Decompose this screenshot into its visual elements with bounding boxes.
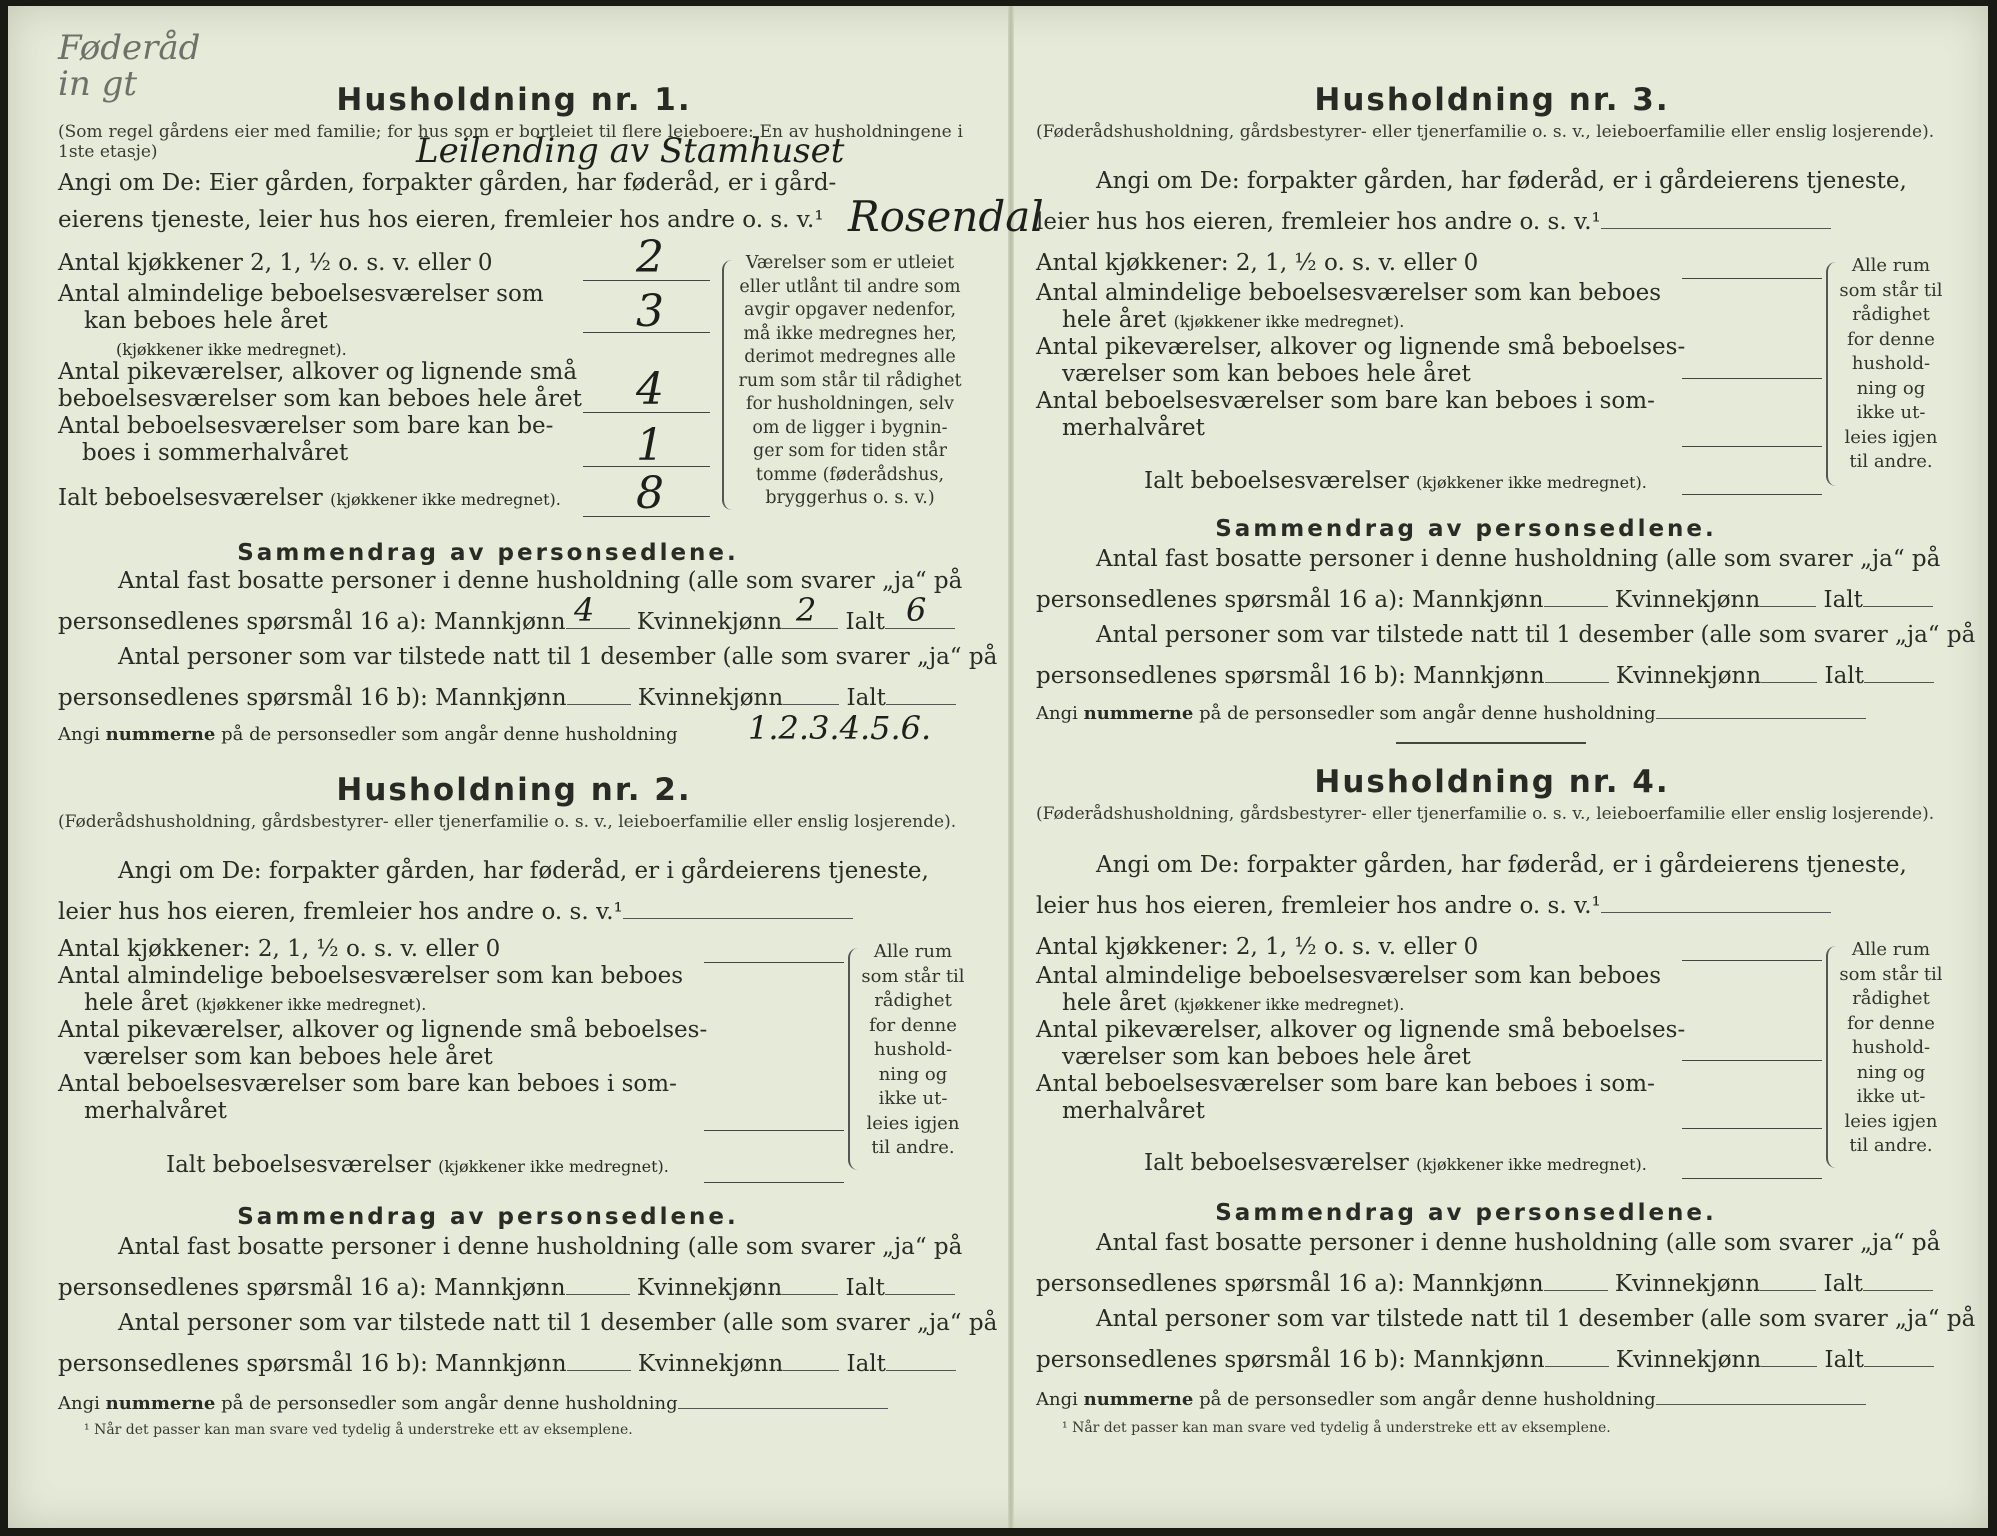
side-note-line: Alle rum [1851, 255, 1931, 276]
side-note-line: som står til [1839, 963, 1943, 985]
hh3-summer-label: Antal beboelsesværelser som bare kan beboes i som- [1036, 388, 1655, 414]
side-note-line: ning og [878, 1063, 948, 1085]
side-note-line: hushold- [1851, 353, 1931, 374]
side-note-line: rådighet [874, 990, 952, 1011]
corner-note-line: in gt [58, 64, 138, 104]
hh1-maid-label-2: beboelsesværelser som kan beboes hele året [58, 386, 582, 412]
side-note-line: derimot medregnes alle [744, 347, 956, 367]
hh2-sum-b2: personsedlenes spørsmål 16 b): Mannkjønn Kvinnekjønn Ialt [58, 1348, 970, 1377]
side-note-line: bryggerhus o. s. v.) [765, 488, 935, 508]
hh3-maid-label-2: værelser som kan beboes hele året [1062, 361, 1471, 387]
hh2-summer-line [704, 1130, 844, 1131]
hh3-sum-a2: personsedlenes spørsmål 16 a): Mannkjønn Kvinnekjønn Ialt [1036, 584, 1948, 613]
side-note-line: for denne [1847, 1012, 1935, 1034]
hh1-sum-b1: Antal personer som var tilstede natt til 1 desember (alle som svarer „ja“ på [118, 644, 998, 670]
hh1-kitchens-answer[interactable]: 2 [636, 232, 664, 283]
hh3-summer-label-2: merhalvåret [1062, 415, 1205, 441]
hh4-sum-title: Sammendrag av personsedlene. [1215, 1200, 1717, 1226]
side-note-line: ikke ut- [1856, 402, 1926, 423]
hh1-sum-a-mann[interactable]: 4 [574, 591, 595, 629]
hh1-rooms-label-2: kan beboes hele året [84, 308, 328, 334]
hh4-kitchens-line [1682, 960, 1822, 961]
hh2-rooms-label: Antal almindelige beboelsesværelser som kan beboes [58, 963, 684, 989]
hh1-summer-label-2: boes i sommerhalvåret [82, 440, 349, 466]
hh4-maid-line [1682, 1060, 1822, 1061]
side-note-line: som står til [1839, 279, 1943, 301]
hh1-summer-label: Antal beboelsesværelser som bare kan be- [58, 413, 554, 439]
hh3-side-note [1836, 254, 1946, 475]
hh1-total-answer[interactable]: 8 [636, 468, 664, 519]
hh3-nummer: Angi nummerne på de personsedler som angår denne husholdning [1036, 702, 1866, 724]
hh1-rooms-answer[interactable]: 3 [636, 286, 664, 337]
hh3-maid-label: Antal pikeværelser, alkover og lignende små beboelses- [1036, 334, 1686, 360]
hh1-summer-answer[interactable]: 1 [636, 420, 664, 471]
hh4-total-label: Ialt beboelsesværelser (kjøkkener ikke medregnet). [1144, 1150, 1647, 1176]
hh1-sum-a2: personsedlenes spørsmål 16 a): Mannkjønn Kvinnekjønn Ialt [58, 606, 970, 635]
side-note-line: må ikke medregnes her, [743, 323, 957, 344]
hh3-total-line [1682, 494, 1822, 495]
side-note-line: hushold- [873, 1039, 953, 1060]
hh3-title: Husholdning nr. 3. [1314, 82, 1670, 118]
hh1-rooms-label: Antal almindelige beboelsesværelser som [58, 281, 544, 307]
side-note-line: Alle rum [1851, 939, 1931, 960]
side-note-line: til andre. [871, 1137, 955, 1158]
hh1-maid-label: Antal pikeværelser, alkover og lignende små [58, 359, 578, 385]
hh2-nummer: Angi nummerne på de personsedler som angår denne husholdning [58, 1392, 888, 1414]
side-note-line: leies igjen [1844, 426, 1938, 448]
hh1-total-label: Ialt beboelsesværelser (kjøkkener ikke medregnet). [58, 485, 561, 511]
side-note-line: til andre. [1849, 451, 1933, 472]
side-note-line: ger som for tiden står [753, 441, 947, 461]
hh1-leier: eierens tjeneste, leier hus hos eieren, fremleier hos andre o. s. v.¹ [58, 207, 824, 233]
side-note-line: rum som står til rådighet [738, 370, 962, 391]
hh1-sum-a1: Antal fast bosatte personer i denne husholdning (alle som svarer „ja“ på [118, 568, 963, 594]
hh4-title: Husholdning nr. 4. [1314, 764, 1670, 800]
side-note-line: leies igjen [866, 1112, 960, 1134]
hh1-nummer-answer[interactable]: 1.2.3.4.5.6. [748, 709, 932, 747]
hh2-title: Husholdning nr. 2. [336, 772, 692, 808]
hh3-sum-b1: Antal personer som var tilstede natt til 1 desember (alle som svarer „ja“ på [1096, 622, 1976, 648]
hh2-footnote: ¹ Når det passer kan man svare ved tydelig å understreke ett av eksemplene. [84, 1422, 633, 1438]
hh3-rooms-label: Antal almindelige beboelsesværelser som kan beboes [1036, 280, 1662, 306]
side-note-line: som står til [861, 965, 965, 987]
hh2-sum-a1: Antal fast bosatte personer i denne husholdning (alle som svarer „ja“ på [118, 1234, 963, 1260]
hh4-maid-label: Antal pikeværelser, alkover og lignende små beboelses- [1036, 1017, 1686, 1043]
hh4-summer-label: Antal beboelsesværelser som bare kan beboes i som- [1036, 1071, 1655, 1097]
hh1-maid-answer[interactable]: 4 [636, 364, 664, 415]
hh4-summer-line [1682, 1128, 1822, 1129]
hh3-sum-title: Sammendrag av personsedlene. [1215, 516, 1717, 542]
hh4-rooms-label: Antal almindelige beboelsesværelser som kan beboes [1036, 963, 1662, 989]
hh1-leier-handwriting[interactable]: Rosendal [848, 192, 1044, 241]
hh2-kitchens-label: Antal kjøkkener: 2, 1, ½ o. s. v. eller 0 [58, 936, 501, 962]
hh2-total-label: Ialt beboelsesværelser (kjøkkener ikke medregnet). [166, 1152, 669, 1178]
hh4-sum-b1: Antal personer som var tilstede natt til 1 desember (alle som svarer „ja“ på [1096, 1306, 1976, 1332]
side-note-line: hushold- [1851, 1037, 1931, 1058]
hh2-rooms-label-2: hele året (kjøkkener ikke medregnet). [84, 990, 427, 1016]
hh2-maid-label-2: værelser som kan beboes hele året [84, 1044, 493, 1070]
side-note-line: ikke ut- [878, 1088, 948, 1109]
hh3-total-label: Ialt beboelsesværelser (kjøkkener ikke medregnet). [1144, 468, 1647, 494]
side-note-line: leies igjen [1844, 1110, 1938, 1132]
hh1-sum-b2: personsedlenes spørsmål 16 b): Mannkjønn Kvinnekjønn Ialt [58, 682, 970, 711]
hh1-rooms-small: (kjøkkener ikke medregnet). [116, 340, 347, 359]
hh4-note: (Føderådshusholdning, gårdsbestyrer- eller tjenerfamilie o. s. v., leieboerfamilie eller enslig losjerende). [1036, 804, 1935, 824]
hh3-sum-b2: personsedlenes spørsmål 16 b): Mannkjønn Kvinnekjønn Ialt [1036, 660, 1948, 689]
hh2-sum-a2: personsedlenes spørsmål 16 a): Mannkjønn Kvinnekjønn Ialt [58, 1272, 970, 1301]
side-note-line: eller utlånt til andre som [739, 276, 961, 297]
hh3-rooms-label-2: hele året (kjøkkener ikke medregnet). [1062, 307, 1405, 333]
hh4-summer-label-2: merhalvåret [1062, 1098, 1205, 1124]
section-separator [1396, 742, 1586, 744]
hh3-sum-a1: Antal fast bosatte personer i denne husholdning (alle som svarer „ja“ på [1096, 546, 1941, 572]
hh1-side-note [730, 252, 970, 511]
hh2-sum-b1: Antal personer som var tilstede natt til 1 desember (alle som svarer „ja“ på [118, 1310, 998, 1336]
left-page [58, 0, 1044, 1522]
hh2-note: (Føderådshusholdning, gårdsbestyrer- eller tjenerfamilie o. s. v., leieboerfamilie eller enslig losjerende). [58, 812, 957, 832]
hh2-sum-title: Sammendrag av personsedlene. [237, 1204, 739, 1230]
hh2-summer-label-2: merhalvåret [84, 1098, 227, 1124]
hh3-summer-line [1682, 446, 1822, 447]
side-note-line: om de ligger i bygnin- [752, 417, 948, 438]
hh1-nummer: Angi nummerne på de personsedler som angår denne husholdning [58, 724, 678, 745]
hh4-nummer: Angi nummerne på de personsedler som angår denne husholdning [1036, 1388, 1866, 1410]
hh4-kitchens-label: Antal kjøkkener: 2, 1, ½ o. s. v. eller 0 [1036, 934, 1479, 960]
side-note-line: for denne [869, 1014, 957, 1036]
hh2-total-line [704, 1182, 844, 1183]
hh4-sum-a1: Antal fast bosatte personer i denne husholdning (alle som svarer „ja“ på [1096, 1230, 1941, 1256]
side-note-line: Værelser som er utleiet [745, 253, 955, 273]
hh4-sum-b2: personsedlenes spørsmål 16 b): Mannkjønn Kvinnekjønn Ialt [1036, 1344, 1948, 1373]
hh4-side-note [1836, 938, 1946, 1159]
hh2-kitchens-line [704, 962, 844, 963]
corner-note-line: Føderåd [58, 28, 201, 68]
hh1-kitchens-label: Antal kjøkkener 2, 1, ½ o. s. v. eller 0 [58, 250, 493, 276]
hh2-summer-label: Antal beboelsesværelser som bare kan beboes i som- [58, 1071, 677, 1097]
hh4-leier: leier hus hos eieren, fremleier hos andre o. s. v.¹ [1036, 890, 1948, 919]
side-note-line: til andre. [1849, 1135, 1933, 1156]
hh3-maid-line [1682, 378, 1822, 379]
hh1-sum-a-ialt[interactable]: 6 [906, 591, 927, 629]
side-note-line: tomme (føderådshus, [755, 464, 945, 485]
hh4-angi: Angi om De: forpakter gården, har føderåd, er i gårdeierens tjeneste, [1096, 852, 1907, 878]
hh3-angi: Angi om De: forpakter gården, har føderåd, er i gårdeierens tjeneste, [1096, 168, 1907, 194]
hh3-kitchens-line [1682, 278, 1822, 279]
hh2-side-note [858, 940, 968, 1161]
side-note-line: for husholdningen, selv [746, 394, 954, 414]
hh1-angi: Angi om De: Eier gården, forpakter gården, har føderåd, er i gård- [58, 170, 837, 196]
hh1-title: Husholdning nr. 1. [336, 82, 692, 118]
side-note-line: rådighet [1852, 304, 1930, 325]
hh1-note-text: (Som regel gårdens eier med familie; for hus som er bortleiet til flere leieboere: En av husholdningene i 1ste etasje) [58, 122, 963, 162]
side-note-line: ning og [1856, 1061, 1926, 1083]
hh3-kitchens-label: Antal kjøkkener: 2, 1, ½ o. s. v. eller 0 [1036, 250, 1479, 276]
side-note-line: avgir opgaver nedenfor, [743, 300, 957, 320]
side-note-line: for denne [1847, 328, 1935, 350]
hh1-sum-a-kvinne[interactable]: 2 [796, 591, 817, 629]
side-note-line: ikke ut- [1856, 1086, 1926, 1107]
side-note-line: Alle rum [873, 941, 953, 962]
hh2-maid-label: Antal pikeværelser, alkover og lignende små beboelses- [58, 1017, 708, 1043]
hh3-leier: leier hus hos eieren, fremleier hos andre o. s. v.¹ [1036, 206, 1948, 235]
hh4-sum-a2: personsedlenes spørsmål 16 a): Mannkjønn Kvinnekjønn Ialt [1036, 1268, 1948, 1297]
hh1-sum-title: Sammendrag av personsedlene. [237, 540, 739, 566]
hh4-total-line [1682, 1178, 1822, 1179]
hh2-angi: Angi om De: forpakter gården, har føderåd, er i gårdeierens tjeneste, [118, 858, 929, 884]
hh3-note: (Føderådshusholdning, gårdsbestyrer- eller tjenerfamilie o. s. v., leieboerfamilie eller enslig losjerende). [1036, 122, 1935, 142]
hh4-rooms-label-2: hele året (kjøkkener ikke medregnet). [1062, 990, 1405, 1016]
hh2-leier: leier hus hos eieren, fremleier hos andre o. s. v.¹ [58, 896, 970, 925]
right-page [1036, 0, 1976, 1522]
hh4-maid-label-2: værelser som kan beboes hele året [1062, 1044, 1471, 1070]
hh4-footnote: ¹ Når det passer kan man svare ved tydelig å understreke ett av eksemplene. [1062, 1420, 1611, 1436]
side-note-line: rådighet [1852, 988, 1930, 1009]
side-note-line: ning og [1856, 377, 1926, 399]
hh1-note-handwriting[interactable]: Leilending av Stamhuset [416, 131, 845, 171]
